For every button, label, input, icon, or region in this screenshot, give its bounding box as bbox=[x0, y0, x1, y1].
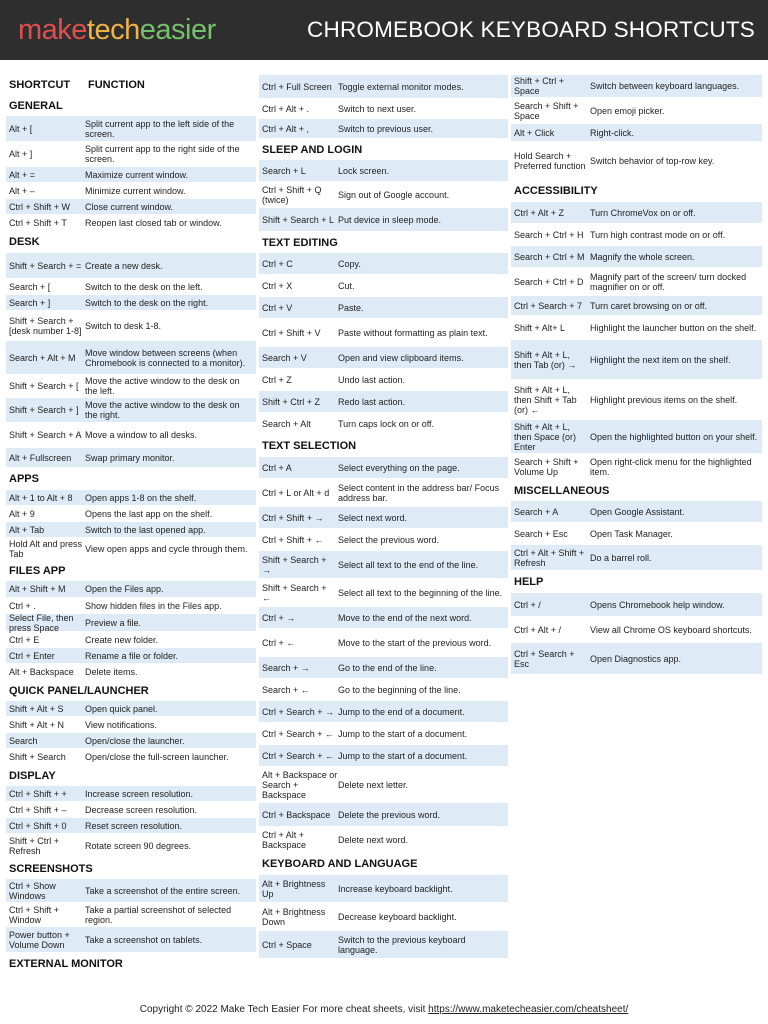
shortcut-key: Shift + Alt+ L bbox=[514, 322, 566, 333]
shortcut-function: Increase screen resolution. bbox=[85, 788, 194, 799]
shortcut-key: Shift + Search + [desk number 1-8] bbox=[9, 315, 82, 336]
shortcut-key: Alt + Brightness Up bbox=[262, 878, 326, 899]
shortcut-row bbox=[259, 551, 508, 579]
shortcut-row bbox=[259, 701, 508, 723]
section-heading: SLEEP AND LOGIN bbox=[262, 143, 363, 156]
shortcut-row bbox=[259, 875, 508, 903]
section-heading: SCREENSHOTS bbox=[9, 862, 93, 875]
shortcut-key: Ctrl + Alt + Z bbox=[514, 207, 565, 218]
shortcut-row bbox=[511, 454, 762, 480]
section-heading: HELP bbox=[514, 576, 544, 588]
shortcut-row bbox=[259, 253, 508, 275]
shortcut-function: Open quick panel. bbox=[85, 703, 158, 714]
shortcut-key: Alt + ] bbox=[9, 149, 33, 159]
shortcut-key: Search bbox=[9, 735, 38, 746]
shortcut-key: Shift + Ctrl + Refresh bbox=[9, 835, 60, 856]
shortcut-row bbox=[6, 701, 256, 717]
shortcut-key: Search + Ctrl + H bbox=[514, 229, 584, 240]
shortcut-row bbox=[259, 827, 508, 853]
shortcut-row bbox=[511, 643, 762, 675]
shortcut-row bbox=[6, 311, 256, 341]
shortcut-key: Search + [ bbox=[9, 281, 51, 292]
shortcut-function: Open the Files app. bbox=[85, 584, 164, 594]
shortcut-key: Shift + Search + L bbox=[262, 214, 335, 225]
shortcut-key: Shift + Ctrl + Space bbox=[514, 76, 565, 96]
shortcut-row bbox=[511, 340, 762, 380]
shortcut-key: Search + Shift + Space bbox=[514, 100, 579, 121]
shortcut-key: Ctrl + X bbox=[262, 280, 293, 291]
section-heading: DESK bbox=[9, 236, 40, 248]
shortcut-row bbox=[6, 490, 256, 506]
shortcut-key: Ctrl + Shift + ← bbox=[262, 534, 324, 545]
shortcut-column-2 bbox=[259, 75, 508, 959]
shortcut-row bbox=[259, 723, 508, 745]
shortcut-function: Move the active window to the desk on the right. bbox=[85, 400, 240, 420]
shortcut-key: Ctrl + Shift + V bbox=[262, 327, 321, 338]
section-heading: ACCESSIBILITY bbox=[514, 185, 598, 197]
shortcut-row bbox=[511, 124, 762, 142]
shortcut-row bbox=[6, 818, 256, 834]
shortcut-row bbox=[259, 119, 508, 139]
shortcut-key: Search + Ctrl + D bbox=[514, 276, 584, 287]
shortcut-function: Lock screen. bbox=[338, 165, 390, 176]
shortcut-function: Toggle external monitor modes. bbox=[338, 81, 464, 92]
shortcut-key: Ctrl + . bbox=[9, 600, 36, 611]
shortcut-key: Search + Ctrl + M bbox=[514, 251, 585, 262]
shortcut-row bbox=[6, 279, 256, 295]
shortcut-key: Ctrl + Backspace bbox=[262, 809, 331, 820]
shortcut-row bbox=[259, 529, 508, 551]
shortcut-key: Ctrl + Search + 7 bbox=[514, 300, 583, 311]
shortcut-key: Hold Alt and press Tab bbox=[9, 538, 83, 559]
shortcut-function: Open emoji picker. bbox=[590, 105, 665, 116]
shortcut-row bbox=[6, 614, 256, 632]
footer bbox=[0, 1004, 768, 1015]
shortcut-row bbox=[6, 632, 256, 648]
shortcut-row bbox=[511, 224, 762, 246]
shortcut-function: Do a barrel roll. bbox=[590, 552, 652, 563]
shortcut-row bbox=[259, 75, 508, 99]
shortcut-row bbox=[6, 581, 256, 598]
shortcut-row bbox=[6, 215, 256, 231]
shortcut-key: Shift + Alt + S bbox=[9, 703, 64, 714]
shortcut-function: Redo last action. bbox=[338, 396, 406, 407]
shortcut-function: Move to the start of the previous word. bbox=[338, 637, 492, 648]
shortcut-row bbox=[511, 296, 762, 316]
shortcut-function: Copy. bbox=[338, 258, 361, 269]
shortcut-row bbox=[6, 199, 256, 215]
shortcut-function: Create new folder. bbox=[85, 634, 159, 645]
shortcut-key: Search + ] bbox=[9, 297, 51, 308]
shortcut-key: Shift + Search + ] bbox=[9, 405, 79, 415]
shortcut-key: Alt + Fullscreen bbox=[9, 452, 72, 463]
shortcut-key: Ctrl + Search + ← bbox=[262, 728, 335, 739]
section-heading: EXTERNAL MONITOR bbox=[9, 957, 123, 970]
shortcut-function: Select content in the address bar/ Focus address bar. bbox=[338, 482, 500, 503]
shortcut-key: Shift + Ctrl + Z bbox=[262, 396, 321, 407]
header-bar bbox=[0, 0, 768, 60]
shortcut-row bbox=[6, 167, 256, 183]
section-heading: TEXT EDITING bbox=[262, 236, 338, 249]
shortcut-function: Switch to the previous keyboard language. bbox=[338, 934, 466, 955]
section-heading: GENERAL bbox=[9, 99, 63, 112]
shortcut-function: Switch between keyboard languages. bbox=[590, 81, 740, 91]
shortcut-key: Ctrl + Shift + T bbox=[9, 217, 67, 228]
section-heading: TEXT SELECTION bbox=[262, 440, 357, 452]
shortcut-function: Reset screen resolution. bbox=[85, 820, 183, 831]
shortcut-row bbox=[511, 501, 762, 523]
section-heading: QUICK PANEL/LAUNCHER bbox=[9, 684, 149, 697]
shortcut-row bbox=[259, 767, 508, 803]
shortcut-function: Right-click. bbox=[590, 127, 635, 138]
shortcut-row bbox=[511, 246, 762, 268]
shortcut-row bbox=[259, 391, 508, 413]
shortcut-row bbox=[259, 275, 508, 297]
shortcut-row bbox=[511, 420, 762, 454]
shortcut-function: Move a window to all desks. bbox=[85, 430, 198, 440]
shortcut-function: Move window between screens (when Chromebook is connected to a monitor). bbox=[85, 347, 246, 368]
shortcut-key: Ctrl + / bbox=[514, 599, 541, 610]
shortcut-function: Cut. bbox=[338, 280, 355, 291]
shortcut-function: Highlight previous items on the shelf. bbox=[590, 394, 738, 405]
shortcut-row bbox=[259, 507, 508, 529]
shortcut-key: Alt + 9 bbox=[9, 508, 35, 519]
footer-copyright: Copyright © 2022 Make Tech Easier For more cheat sheets, visit bbox=[139, 1004, 429, 1015]
logo-easier: easier bbox=[139, 14, 216, 46]
shortcut-function: Delete next word. bbox=[338, 834, 409, 845]
shortcut-function: Delete items. bbox=[85, 666, 138, 677]
shortcut-row bbox=[259, 99, 508, 119]
shortcut-key: Ctrl + ← bbox=[262, 637, 296, 648]
shortcut-key: Ctrl + Alt + / bbox=[514, 624, 562, 635]
cheatsheet-link[interactable]: https://www.maketecheasier.com/cheatsheet/ bbox=[428, 1004, 629, 1015]
shortcut-function: Opens Chromebook help window. bbox=[590, 599, 725, 610]
shortcut-function: Preview a file. bbox=[85, 617, 142, 628]
shortcut-row bbox=[6, 879, 256, 903]
section-heading: APPS bbox=[9, 473, 39, 485]
shortcut-key: Alt + Brightness Down bbox=[262, 906, 326, 927]
shortcut-key: Ctrl + E bbox=[9, 634, 40, 645]
table-header bbox=[6, 75, 256, 95]
shortcut-row bbox=[259, 903, 508, 931]
shortcut-row bbox=[6, 903, 256, 927]
shortcut-function: Open/close the launcher. bbox=[85, 735, 185, 746]
shortcut-row bbox=[6, 786, 256, 802]
shortcut-key: Alt + Backspace bbox=[9, 666, 74, 677]
shortcut-function: Split current app to the right side of the screen. bbox=[85, 144, 240, 164]
shortcut-key: Power button + Volume Down bbox=[9, 929, 70, 950]
shortcut-row bbox=[6, 116, 256, 142]
shortcut-function: Paste. bbox=[338, 302, 364, 313]
shortcut-function: Switch behavior of top-row key. bbox=[590, 155, 715, 166]
shortcut-function: Take a partial screenshot of selected region. bbox=[85, 904, 232, 925]
shortcut-row bbox=[6, 375, 256, 398]
shortcut-row bbox=[511, 142, 762, 180]
shortcut-key: Ctrl + Alt + . bbox=[262, 103, 310, 114]
shortcut-row bbox=[6, 664, 256, 680]
shortcut-function: Rotate screen 90 degrees. bbox=[85, 840, 192, 851]
shortcut-function: Paste without formatting as plain text. bbox=[338, 327, 488, 338]
shortcut-column-3 bbox=[511, 75, 762, 675]
shortcut-function: Turn caps lock on or off. bbox=[338, 418, 435, 429]
shortcut-row bbox=[6, 538, 256, 560]
shortcut-key: Ctrl + Shift + – bbox=[9, 804, 67, 815]
shortcut-row bbox=[6, 733, 256, 749]
shortcut-row bbox=[259, 579, 508, 607]
shortcut-row bbox=[6, 341, 256, 375]
shortcut-row bbox=[6, 142, 256, 167]
page-title: CHROMEBOOK KEYBOARD SHORTCUTS bbox=[307, 17, 755, 42]
shortcut-key: Ctrl + Search + Esc bbox=[514, 648, 575, 669]
shortcut-function: Move the active window to the desk on the left. bbox=[85, 376, 240, 396]
shortcut-function: Open/close the full-screen launcher. bbox=[85, 751, 229, 762]
shortcut-key: Search + Alt + M bbox=[9, 352, 76, 363]
shortcut-key: Alt + Tab bbox=[9, 524, 45, 535]
shortcut-key: Search + V bbox=[262, 352, 307, 363]
shortcut-key: Ctrl + Shift + Q (twice) bbox=[262, 184, 322, 205]
shortcut-function: Take a screenshot of the entire screen. bbox=[85, 885, 241, 896]
shortcut-key: Ctrl + Alt + Shift + Refresh bbox=[514, 547, 585, 568]
shortcut-key: Alt + Click bbox=[514, 127, 555, 138]
shortcut-row bbox=[259, 679, 508, 701]
shortcut-row bbox=[259, 657, 508, 679]
shortcut-function: Show hidden files in the Files app. bbox=[85, 600, 222, 611]
shortcut-function: Opens the last app on the shelf. bbox=[85, 508, 213, 519]
shortcut-function: Put device in sleep mode. bbox=[338, 214, 442, 225]
shortcut-function: Highlight the launcher button on the shelf. bbox=[590, 322, 757, 333]
shortcut-function: Magnify part of the screen/ turn docked magnifier on or off. bbox=[590, 271, 747, 292]
shortcut-row bbox=[259, 931, 508, 959]
shortcut-row bbox=[6, 506, 256, 522]
shortcut-key: Shift + Search bbox=[9, 751, 66, 762]
shortcut-row bbox=[511, 316, 762, 340]
shortcut-function: Magnify the whole screen. bbox=[590, 251, 695, 262]
shortcut-row bbox=[511, 202, 762, 224]
shortcut-function: Switch to the desk on the left. bbox=[85, 281, 203, 292]
shortcut-function: Open the highlighted button on your shelf. bbox=[590, 431, 758, 442]
shortcut-function: View notifications. bbox=[85, 719, 157, 730]
shortcut-row bbox=[6, 648, 256, 664]
shortcut-key: Alt + [ bbox=[9, 123, 33, 134]
shortcut-row bbox=[6, 295, 256, 311]
shortcut-row bbox=[6, 448, 256, 468]
shortcut-row bbox=[259, 607, 508, 629]
shortcut-function: Split current app to the left side of the screen. bbox=[85, 118, 235, 139]
shortcut-row bbox=[259, 413, 508, 435]
shortcut-function: Delete the previous word. bbox=[338, 809, 441, 820]
shortcut-key: Alt + = bbox=[9, 169, 36, 180]
shortcut-function: Close current window. bbox=[85, 201, 174, 212]
shortcut-function: Select next word. bbox=[338, 512, 408, 523]
shortcut-key: Ctrl + Search + ← bbox=[262, 750, 335, 761]
shortcut-function: Switch to desk 1-8. bbox=[85, 320, 162, 331]
shortcut-function: Jump to the start of a document. bbox=[338, 750, 468, 761]
shortcut-function: Open and view clipboard items. bbox=[338, 352, 464, 363]
shortcut-row bbox=[511, 593, 762, 617]
shortcut-function: Decrease screen resolution. bbox=[85, 804, 198, 815]
shortcut-key: Search + L bbox=[262, 165, 306, 176]
shortcut-key: Ctrl + V bbox=[262, 302, 293, 313]
shortcut-row bbox=[511, 545, 762, 571]
section-heading: FILES APP bbox=[9, 564, 66, 577]
shortcut-key: Shift + Search + [ bbox=[9, 381, 79, 391]
shortcut-key: Ctrl + C bbox=[262, 258, 293, 269]
shortcut-key: Ctrl + Shift + 0 bbox=[9, 820, 67, 831]
shortcut-key: Ctrl + Shift + Window bbox=[9, 904, 60, 925]
shortcut-column-header: SHORTCUT bbox=[9, 79, 71, 91]
shortcut-function: Rename a file or folder. bbox=[85, 650, 179, 661]
shortcut-key: Alt + Backspace or Search + Backspace bbox=[262, 769, 338, 800]
shortcut-key: Ctrl + Search + → bbox=[262, 706, 335, 717]
shortcut-key: Shift + Search + ← bbox=[262, 582, 327, 603]
shortcut-key: Shift + Search + = bbox=[9, 260, 82, 271]
shortcut-key: Ctrl + Show Windows bbox=[9, 880, 56, 901]
shortcut-key: Alt + 1 to Alt + 8 bbox=[9, 492, 73, 503]
logo-make: make bbox=[18, 14, 87, 46]
shortcut-key: Select File, then press Space bbox=[9, 612, 74, 633]
function-column-header: FUNCTION bbox=[88, 79, 145, 91]
shortcut-function: Turn ChromeVox on or off. bbox=[590, 207, 696, 218]
shortcut-key: Shift + Alt + L, then Tab (or) → bbox=[514, 349, 577, 370]
shortcut-row bbox=[259, 803, 508, 827]
shortcut-row bbox=[259, 319, 508, 347]
shortcut-function: Select the previous word. bbox=[338, 534, 440, 545]
shortcut-function: Select all text to the beginning of the line. bbox=[338, 587, 503, 598]
shortcut-function: Minimize current window. bbox=[85, 185, 186, 196]
shortcut-row bbox=[511, 523, 762, 545]
shortcut-key: Ctrl + A bbox=[262, 462, 292, 473]
shortcut-row bbox=[511, 617, 762, 643]
shortcut-row bbox=[259, 347, 508, 369]
shortcut-function: Open Google Assistant. bbox=[590, 506, 685, 517]
shortcut-key: Alt + Shift + M bbox=[9, 584, 66, 594]
shortcut-row bbox=[259, 479, 508, 507]
shortcut-row bbox=[259, 745, 508, 767]
shortcut-row bbox=[6, 423, 256, 448]
shortcut-function: View all Chrome OS keyboard shortcuts. bbox=[590, 624, 752, 635]
shortcut-row bbox=[6, 927, 256, 953]
shortcut-key: Hold Search + Preferred function bbox=[514, 150, 586, 171]
shortcut-row bbox=[511, 268, 762, 296]
shortcut-row bbox=[6, 802, 256, 818]
shortcut-key: Ctrl + Space bbox=[262, 939, 312, 950]
shortcut-key: Search + ← bbox=[262, 684, 310, 695]
shortcut-function: Select all text to the end of the line. bbox=[338, 559, 479, 570]
shortcut-function: Sign out of Google account. bbox=[338, 189, 450, 200]
shortcut-row bbox=[6, 749, 256, 765]
shortcut-key: Ctrl + → bbox=[262, 612, 296, 623]
shortcut-key: Ctrl + Shift + + bbox=[9, 788, 67, 799]
shortcut-function: Move to the end of the next word. bbox=[338, 612, 472, 623]
shortcut-function: Increase keyboard backlight. bbox=[338, 883, 453, 894]
section-heading: KEYBOARD AND LANGUAGE bbox=[262, 858, 418, 870]
shortcut-row bbox=[6, 183, 256, 199]
shortcut-row bbox=[6, 522, 256, 538]
shortcut-function: Create a new desk. bbox=[85, 260, 163, 271]
shortcut-function: Highlight the next item on the shelf. bbox=[590, 354, 731, 365]
shortcut-key: Ctrl + Alt + , bbox=[262, 123, 310, 134]
shortcut-function: Decrease keyboard backlight. bbox=[338, 911, 457, 922]
shortcut-function: Reopen last closed tab or window. bbox=[85, 217, 222, 228]
shortcut-key: Search + Alt bbox=[262, 418, 311, 429]
shortcut-key: Ctrl + Alt + Backspace bbox=[262, 829, 307, 850]
shortcut-function: Select everything on the page. bbox=[338, 462, 460, 473]
shortcut-row bbox=[6, 834, 256, 858]
shortcut-function: Switch to the desk on the right. bbox=[85, 297, 209, 308]
shortcut-row bbox=[259, 297, 508, 319]
shortcut-function: View open apps and cycle through them. bbox=[85, 543, 248, 554]
logo-tech: tech bbox=[86, 14, 140, 46]
shortcut-function: Go to the end of the line. bbox=[338, 662, 437, 673]
section-heading: DISPLAY bbox=[9, 769, 56, 782]
shortcut-row bbox=[259, 160, 508, 182]
shortcut-function: Switch to the last opened app. bbox=[85, 524, 206, 535]
shortcut-row bbox=[259, 369, 508, 391]
shortcut-key: Search + Esc bbox=[514, 528, 568, 539]
shortcut-key: Search + Shift + Volume Up bbox=[514, 456, 579, 477]
shortcut-key: Ctrl + Shift + → bbox=[262, 512, 324, 523]
shortcut-row bbox=[6, 717, 256, 733]
shortcut-function: Undo last action. bbox=[338, 374, 406, 385]
shortcut-function: Jump to the start of a document. bbox=[338, 728, 468, 739]
shortcut-column-1 bbox=[6, 75, 256, 974]
shortcut-row bbox=[6, 398, 256, 423]
shortcut-key: Search + → bbox=[262, 662, 310, 673]
shortcut-row bbox=[511, 98, 762, 124]
shortcut-row bbox=[259, 208, 508, 232]
shortcut-row bbox=[259, 629, 508, 657]
shortcut-key: Shift + Alt + L, then Shift + Tab (or) ← bbox=[514, 384, 577, 415]
shortcut-key: Ctrl + Full Screen bbox=[262, 81, 332, 92]
shortcut-function: Swap primary monitor. bbox=[85, 452, 175, 463]
site-logo[interactable] bbox=[18, 12, 216, 48]
shortcut-function: Open right-click menu for the highlighted item. bbox=[590, 456, 752, 477]
shortcut-key: Alt + – bbox=[9, 185, 35, 196]
shortcut-row bbox=[6, 253, 256, 279]
shortcut-function: Open Diagnostics app. bbox=[590, 653, 682, 664]
shortcut-row bbox=[511, 75, 762, 98]
shortcut-key: Shift + Search + → bbox=[262, 554, 327, 575]
shortcut-function: Go to the beginning of the line. bbox=[338, 684, 461, 695]
shortcut-function: Open Task Manager. bbox=[590, 528, 673, 539]
shortcut-function: Switch to previous user. bbox=[338, 123, 434, 134]
shortcut-row bbox=[511, 380, 762, 420]
shortcut-function: Take a screenshot on tablets. bbox=[85, 934, 203, 945]
shortcut-function: Maximize current window. bbox=[85, 169, 189, 180]
shortcut-key: Ctrl + Enter bbox=[9, 650, 55, 661]
shortcut-function: Open apps 1-8 on the shelf. bbox=[85, 492, 197, 503]
shortcut-key: Ctrl + Z bbox=[262, 374, 292, 385]
shortcut-key: Shift + Alt + N bbox=[9, 719, 65, 730]
section-heading: MISCELLANEOUS bbox=[514, 484, 610, 497]
shortcut-key: Ctrl + L or Alt + d bbox=[262, 487, 330, 498]
shortcut-key: Shift + Alt + L, then Space (or) Enter bbox=[514, 421, 577, 452]
shortcut-function: Jump to the end of a document. bbox=[338, 706, 465, 717]
shortcut-function: Turn high contrast mode on or off. bbox=[590, 229, 726, 240]
shortcut-key: Search + A bbox=[514, 506, 559, 517]
shortcut-row bbox=[259, 457, 508, 479]
shortcut-key: Ctrl + Shift + W bbox=[9, 201, 71, 212]
shortcut-row bbox=[259, 182, 508, 208]
shortcut-function: Delete next letter. bbox=[338, 779, 409, 790]
shortcut-key: Shift + Search + A bbox=[9, 430, 82, 440]
shortcut-function: Switch to next user. bbox=[338, 103, 417, 114]
shortcut-function: Turn caret browsing on or off. bbox=[590, 300, 708, 311]
